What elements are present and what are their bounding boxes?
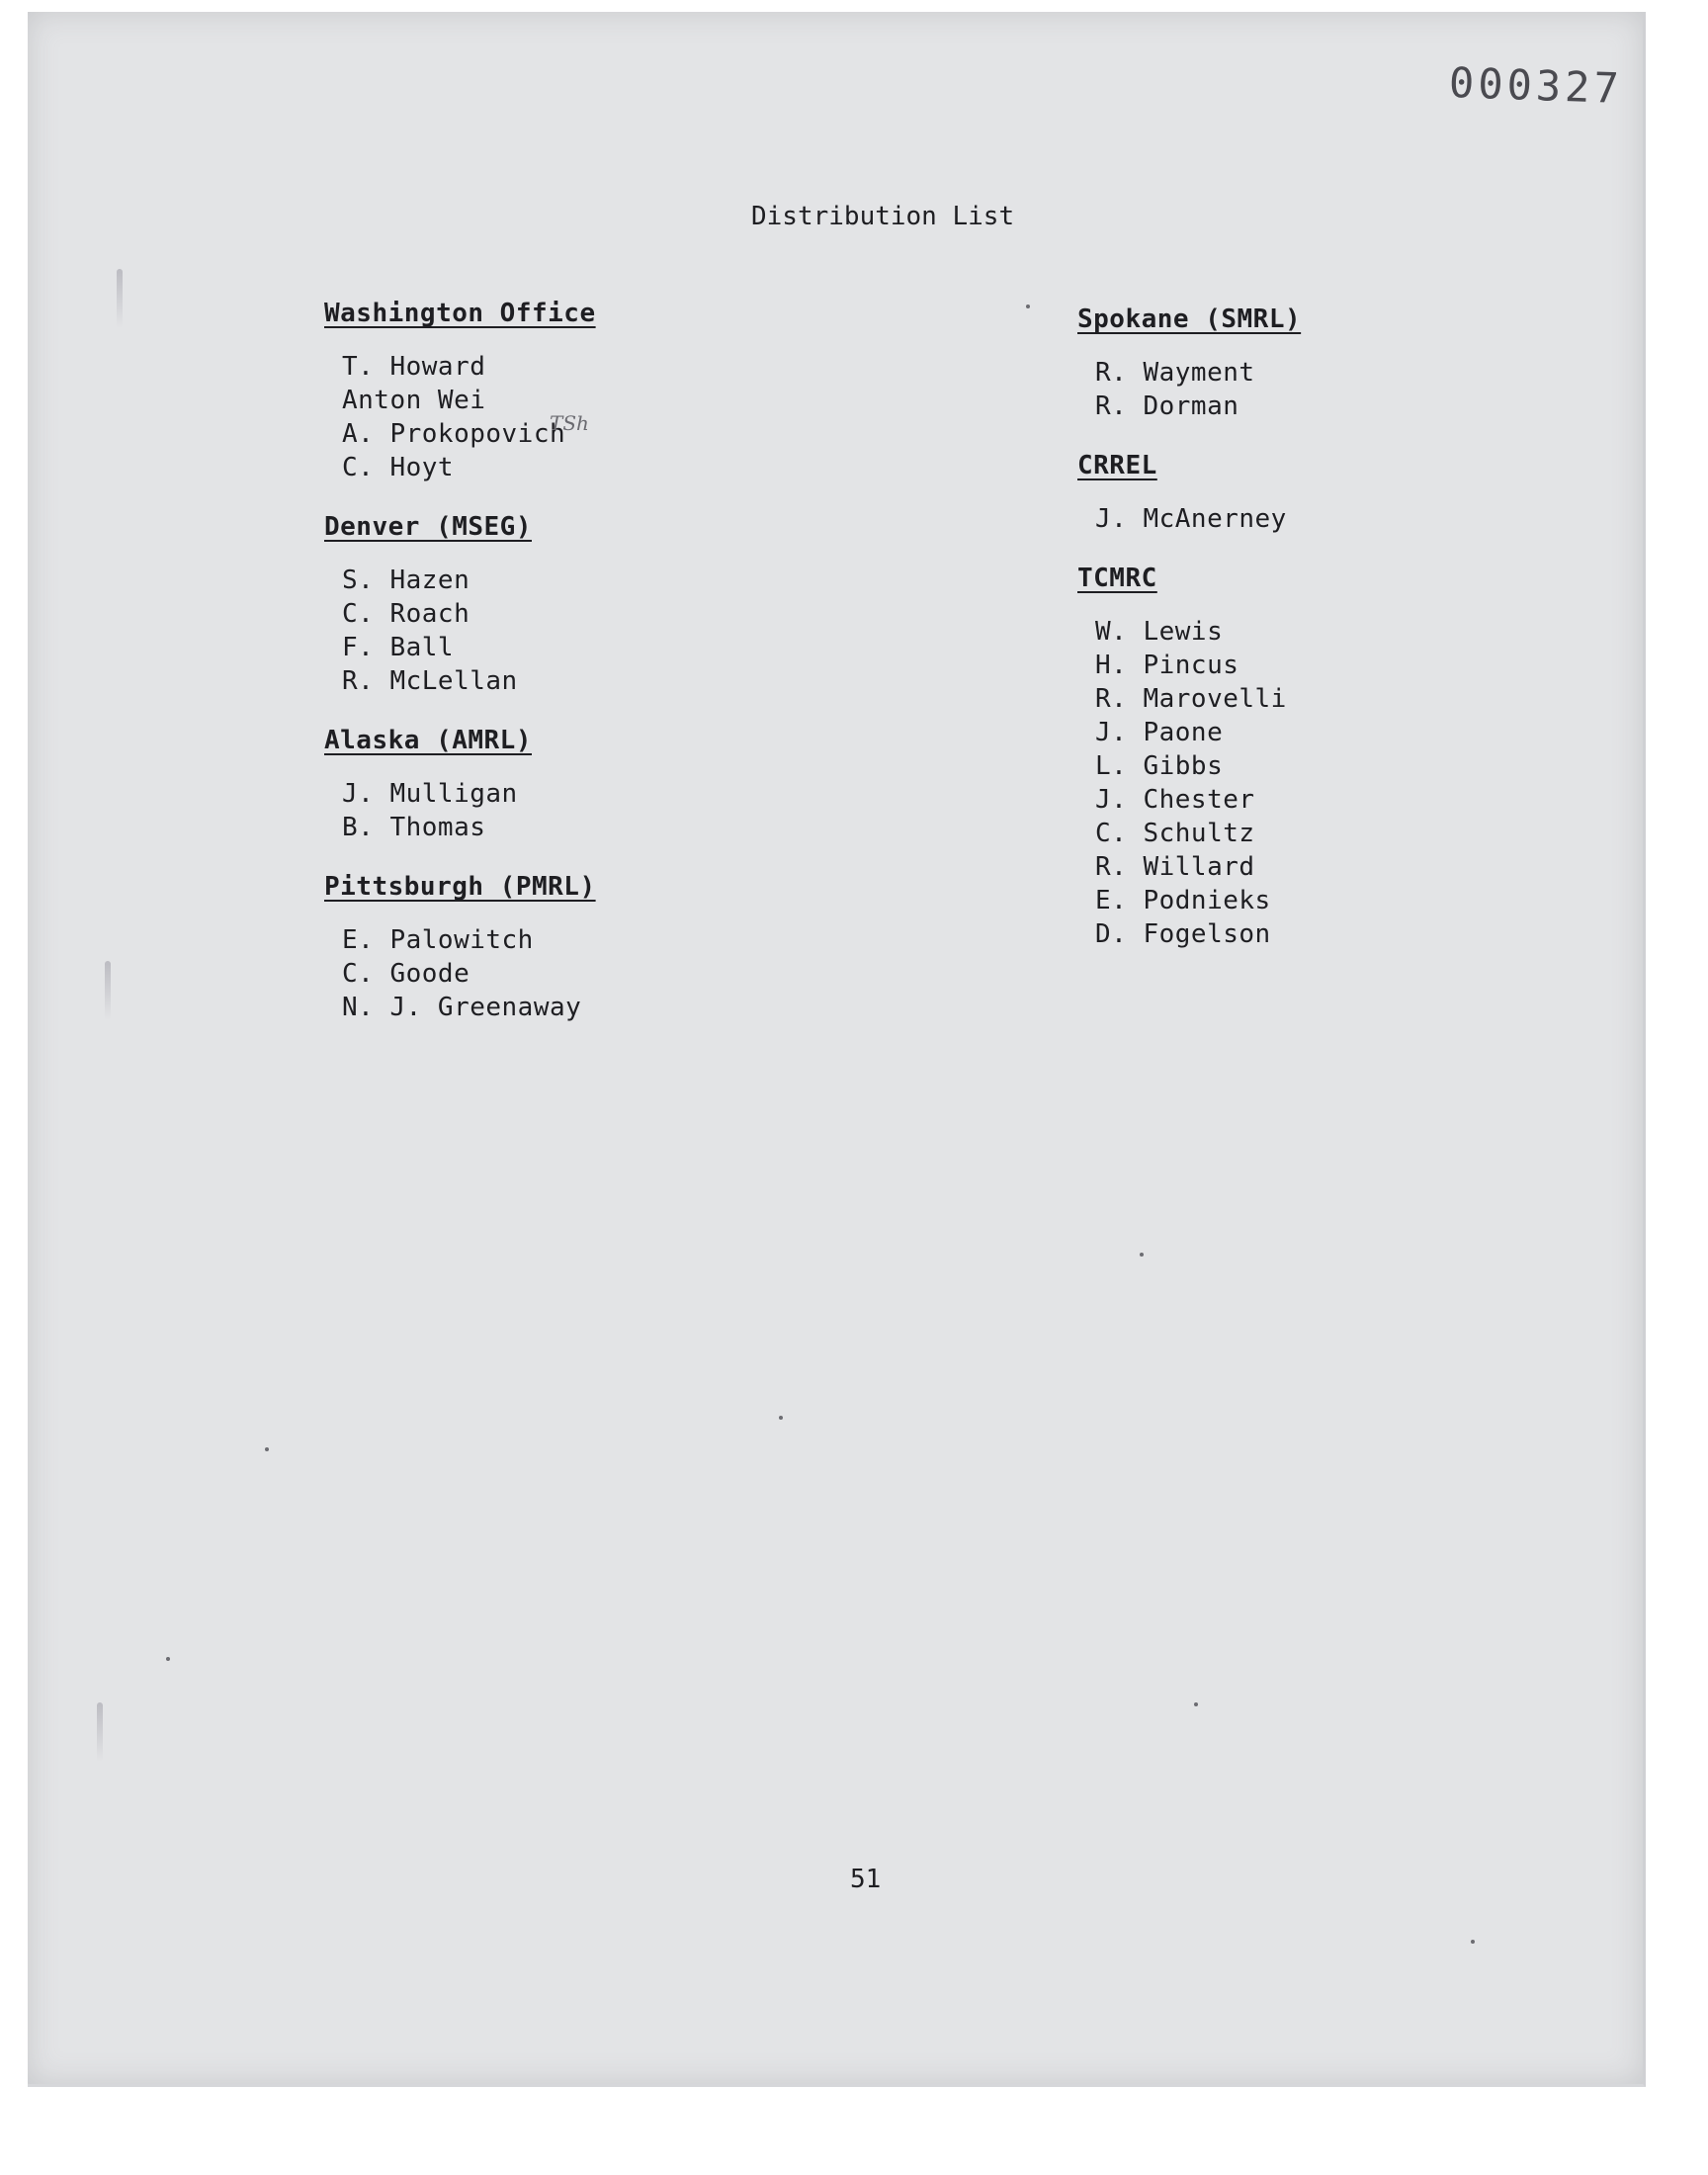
list-item: L. Gibbs bbox=[1095, 751, 1224, 781]
list-item: J. Mulligan bbox=[342, 779, 518, 809]
name-list bbox=[1077, 615, 1591, 951]
binding-mark bbox=[97, 1702, 103, 1762]
section-heading: TCMRC bbox=[1077, 564, 1157, 593]
section-crrel bbox=[1077, 451, 1591, 536]
list-item: R. Wayment bbox=[1095, 358, 1255, 388]
section-pittsburgh bbox=[324, 872, 937, 1024]
name-list bbox=[1077, 502, 1591, 536]
section-heading: Washington Office bbox=[324, 299, 596, 328]
list-item: J. Chester bbox=[1095, 785, 1255, 815]
section-heading: CRREL bbox=[1077, 451, 1157, 480]
section-denver bbox=[324, 512, 937, 698]
list-item: C. Goode bbox=[342, 959, 470, 989]
binding-mark bbox=[105, 961, 111, 1020]
scan-speck bbox=[1140, 1253, 1144, 1257]
document-page bbox=[28, 12, 1646, 2087]
section-heading: Pittsburgh (PMRL) bbox=[324, 872, 596, 902]
document-title: Distribution List bbox=[751, 202, 1015, 231]
list-item: W. Lewis bbox=[1095, 617, 1224, 647]
section-alaska bbox=[324, 726, 937, 844]
list-item: Anton Wei bbox=[342, 386, 486, 415]
section-heading: Denver (MSEG) bbox=[324, 512, 532, 542]
name-list bbox=[324, 350, 937, 484]
handwritten-note: TSh bbox=[550, 411, 589, 435]
list-item: B. Thomas bbox=[342, 813, 486, 842]
name-list bbox=[324, 564, 937, 698]
scan-speck bbox=[1026, 304, 1030, 308]
list-item: C. Roach bbox=[342, 599, 470, 629]
list-item: E. Palowitch bbox=[342, 925, 534, 955]
left-column bbox=[324, 299, 937, 1052]
name-list bbox=[1077, 356, 1591, 423]
list-item: J. McAnerney bbox=[1095, 504, 1287, 534]
scan-speck bbox=[1194, 1702, 1198, 1706]
list-item: A. Prokopovich bbox=[342, 419, 566, 449]
list-item: E. Podnieks bbox=[1095, 886, 1271, 915]
right-column bbox=[1077, 304, 1591, 979]
name-list bbox=[324, 777, 937, 844]
list-item: R. McLellan bbox=[342, 666, 518, 696]
serial-number: 000327 bbox=[1448, 57, 1624, 114]
list-item: H. Pincus bbox=[1095, 651, 1239, 680]
scan-speck bbox=[779, 1416, 783, 1420]
list-item: R. Willard bbox=[1095, 852, 1255, 882]
scan-speck bbox=[1471, 1940, 1475, 1944]
list-item: F. Ball bbox=[342, 633, 455, 662]
section-heading: Spokane (SMRL) bbox=[1077, 304, 1302, 334]
binding-mark bbox=[117, 269, 123, 328]
list-item: N. J. Greenaway bbox=[342, 993, 582, 1022]
section-washington-office bbox=[324, 299, 937, 484]
section-tcmrc bbox=[1077, 564, 1591, 951]
list-item: T. Howard bbox=[342, 352, 486, 382]
section-heading: Alaska (AMRL) bbox=[324, 726, 532, 755]
list-item: S. Hazen bbox=[342, 566, 470, 595]
scan-speck bbox=[265, 1447, 269, 1451]
list-item: D. Fogelson bbox=[1095, 919, 1271, 949]
list-item: C. Hoyt bbox=[342, 453, 455, 482]
list-item: J. Paone bbox=[1095, 718, 1224, 747]
list-item: R. Marovelli bbox=[1095, 684, 1287, 714]
scan-speck bbox=[166, 1657, 170, 1661]
name-list bbox=[324, 923, 937, 1024]
section-spokane bbox=[1077, 304, 1591, 423]
list-item: R. Dorman bbox=[1095, 392, 1239, 421]
list-item: C. Schultz bbox=[1095, 819, 1255, 848]
page-number: 51 bbox=[850, 1865, 882, 1894]
